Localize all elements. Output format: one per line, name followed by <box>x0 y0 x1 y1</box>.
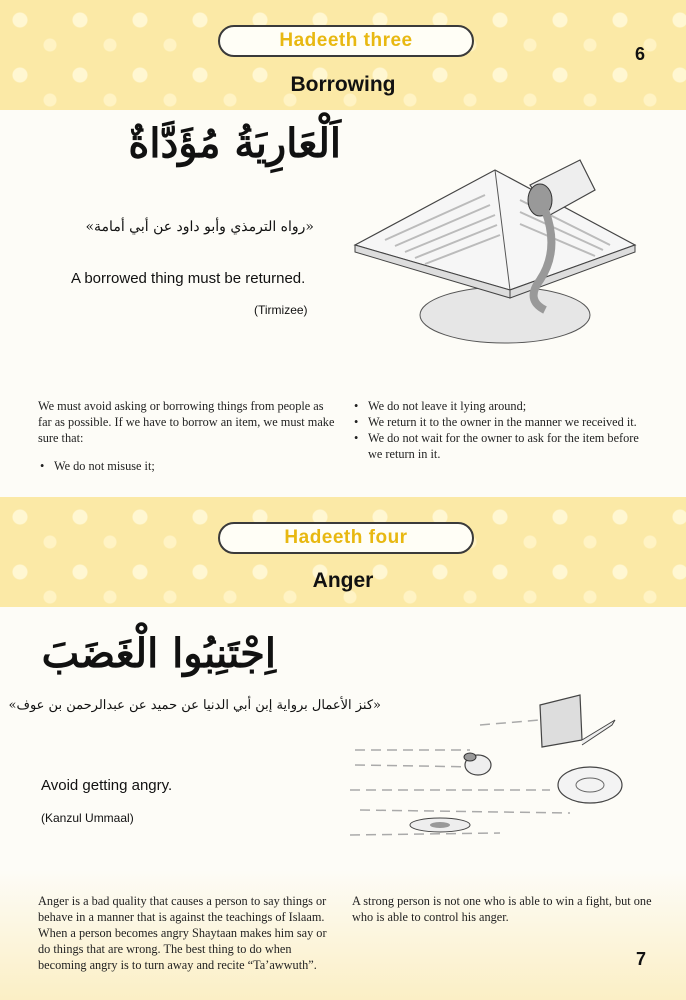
bullet-item: • We do not misuse it; <box>38 458 338 474</box>
borrowing-left-bullets <box>38 458 338 474</box>
bullet-item: • We do not leave it lying around; <box>352 398 644 414</box>
hadeeth-four-title: Hadeeth four <box>218 522 474 554</box>
tirmizee-source: (Tirmizee) <box>254 303 308 317</box>
anger-left-text: Anger is a bad quality that causes a person to say things or behave in a manner that is against the teachings of Islaam. When a person becomes angry Shaytaan makes him say or do things that are wrong. The best thing to do when becoming angry is to turn away and recite “Ta’awwuth”. <box>38 894 327 972</box>
bullet-item: • We return it to the owner in the manner we received it. <box>352 414 644 430</box>
book-spilled-cup-illustration <box>345 150 645 350</box>
borrowing-translation: A borrowed thing must be returned. <box>71 270 306 287</box>
anger-subtitle: Anger <box>312 569 374 592</box>
page-number-7: 7 <box>636 949 647 969</box>
borrowing-subtitle: Borrowing <box>290 73 396 96</box>
anger-translation: Avoid getting angry. <box>41 777 173 794</box>
arabic-narration-borrowing: «رواه الترمذي وأبو داود عن أبي أمامة» <box>85 219 314 235</box>
hadeeth-three-title: Hadeeth three <box>218 25 474 57</box>
arabic-hadeeth-anger: اِجْتَنِبُوا الْغَضَبَ <box>41 630 276 677</box>
thrown-objects-illustration <box>350 685 650 850</box>
arabic-hadeeth-borrowing: اَلْعَارِيَةُ مُؤَدَّاةٌ <box>128 120 341 167</box>
page-number-6: 6 <box>635 44 646 64</box>
bullet-item: • We do not wait for the owner to ask for the item before we return in it. <box>352 430 644 462</box>
anger-right-text: A strong person is not one who is able to win a fight, but one who is able to control his anger. <box>352 894 652 924</box>
borrowing-right-bullets <box>352 398 644 462</box>
kanzul-ummaal-source: (Kanzul Ummaal) <box>41 811 134 825</box>
arabic-narration-anger: «كنز الأعمال برواية إبن أبي الدنيا عن حميد عن عبدالرحمن بن عوف» <box>8 698 381 713</box>
borrowing-intro-text: We must avoid asking or borrowing things from people as far as possible. If we have to borrow an item, we must make sure that: <box>38 399 335 445</box>
